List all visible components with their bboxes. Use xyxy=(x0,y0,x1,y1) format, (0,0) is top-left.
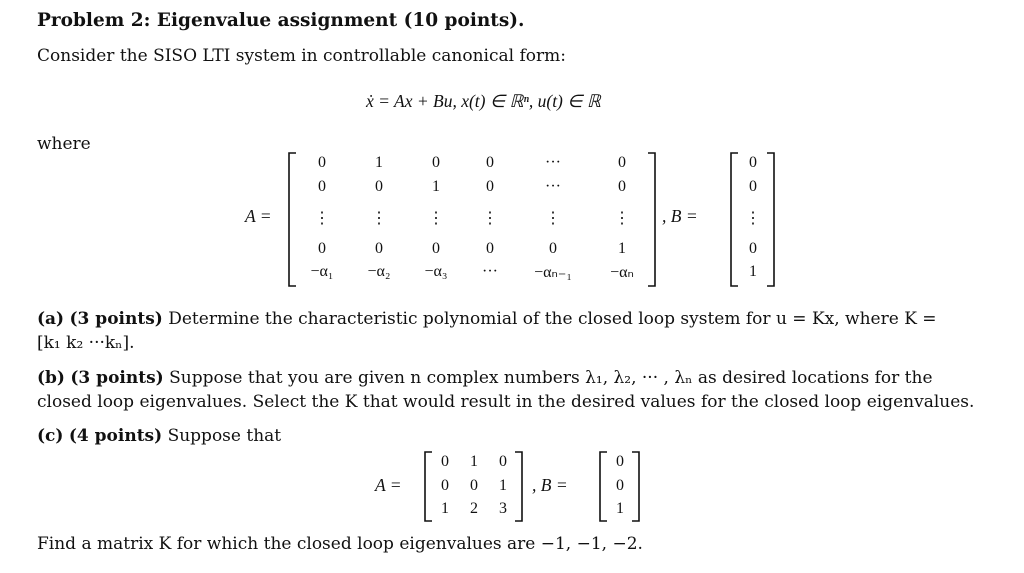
matrix-cell: ⋮ xyxy=(371,210,387,227)
matrix-cell: 0 xyxy=(318,240,326,257)
matrix-a-label: A = xyxy=(245,206,272,226)
matrix-cell: 0 xyxy=(749,178,757,195)
part-b-points: (3 points) xyxy=(70,368,164,388)
matrix-cell: 3 xyxy=(499,500,507,517)
matrix-cell: 1 xyxy=(616,500,624,517)
matrix-cell: 1 xyxy=(432,178,440,195)
part-c-label: (c) xyxy=(37,426,64,446)
matrix-cell: 0 xyxy=(616,477,624,494)
matrix-cell: 0 xyxy=(470,477,478,494)
matrix-cell: 0 xyxy=(486,178,494,195)
matrix-cell: ··· xyxy=(545,154,561,171)
matrix-cell: 0 xyxy=(616,453,624,470)
matrix-cell: 0 xyxy=(549,240,557,257)
problem-title: Problem 2: Eigenvalue assignment (10 points). xyxy=(37,10,525,31)
matrix-cell: 0 xyxy=(749,154,757,171)
matrix-cell: ⋮ xyxy=(428,210,444,227)
matrix-cell: ⋮ xyxy=(482,210,498,227)
where-label: where xyxy=(37,134,91,154)
matrix-cell: −αₙ xyxy=(610,264,634,281)
matrix-cell: 0 xyxy=(375,178,383,195)
matrix-cell: 0 xyxy=(499,453,507,470)
matrix-cell: −α₂ xyxy=(367,263,391,280)
part-a-points: (3 points) xyxy=(69,309,163,329)
matrix-cell: 0 xyxy=(618,178,626,195)
matrix-cell: 0 xyxy=(441,477,449,494)
matrix-cell: ··· xyxy=(545,178,561,195)
part-c-text: Suppose that xyxy=(167,426,282,446)
matrix-cell: ⋮ xyxy=(614,210,630,227)
matrix-cell: 0 xyxy=(375,240,383,257)
matrix-cell: 0 xyxy=(618,154,626,171)
part-c-line1 xyxy=(37,426,281,446)
matrix-cell: 0 xyxy=(749,240,757,257)
matrix-cell: 0 xyxy=(486,240,494,257)
final-text: Find a matrix K for which the closed loop eigenvalues are −1, −1, −2. xyxy=(37,534,643,554)
matrix-cell: 0 xyxy=(432,154,440,171)
matrix-cell: 1 xyxy=(470,453,478,470)
matrix-cell: 0 xyxy=(486,154,494,171)
part-b-text: Suppose that you are given n complex numbers λ₁, λ₂, ··· , λₙ as desired locations for the xyxy=(169,368,933,388)
part-a-line1 xyxy=(37,309,937,329)
part-b-label: (b) xyxy=(37,368,65,388)
intro-text: Consider the SISO LTI system in controllable canonical form: xyxy=(37,46,566,66)
matrix-cell: 0 xyxy=(318,154,326,171)
matrix-cell: ⋮ xyxy=(314,210,330,227)
matrix-cell: ⋮ xyxy=(545,210,561,227)
matrix-cell: ··· xyxy=(482,263,498,280)
part-a-line2: [k₁ k₂ ···kₙ]. xyxy=(37,333,135,353)
small-matrix-a-label: A = xyxy=(375,475,402,495)
matrix-cell: −α₁ xyxy=(310,263,334,280)
matrix-cell: 1 xyxy=(618,240,626,257)
matrix-cell: −αₙ₋₁ xyxy=(534,264,572,281)
part-a-text: Determine the characteristic polynomial of the closed loop system for u = Kx, where K = xyxy=(168,309,937,329)
matrix-cell: 1 xyxy=(441,500,449,517)
matrix-cell: 0 xyxy=(318,178,326,195)
matrix-cell: 0 xyxy=(441,453,449,470)
part-b-line1 xyxy=(37,368,933,388)
matrix-cell: 1 xyxy=(499,477,507,494)
matrix-cell: ⋮ xyxy=(745,210,761,227)
part-a-label: (a) xyxy=(37,309,65,329)
matrix-cell: 1 xyxy=(375,154,383,171)
matrix-cell: 2 xyxy=(470,500,478,517)
system-equation: ẋ = Ax + Bu, x(t) ∈ ℝⁿ, u(t) ∈ ℝ xyxy=(366,91,601,111)
part-c-points: (4 points) xyxy=(68,426,163,446)
part-b-line2: closed loop eigenvalues. Select the K that would result in the desired values for the closed loop eigenvalues. xyxy=(37,392,975,412)
small-matrix-b-label: , B = xyxy=(532,475,568,495)
matrix-cell: −α₃ xyxy=(424,263,448,280)
matrix-cell: 0 xyxy=(432,240,440,257)
matrix-cell: 1 xyxy=(749,263,757,280)
matrix-b-label: , B = xyxy=(662,206,698,226)
